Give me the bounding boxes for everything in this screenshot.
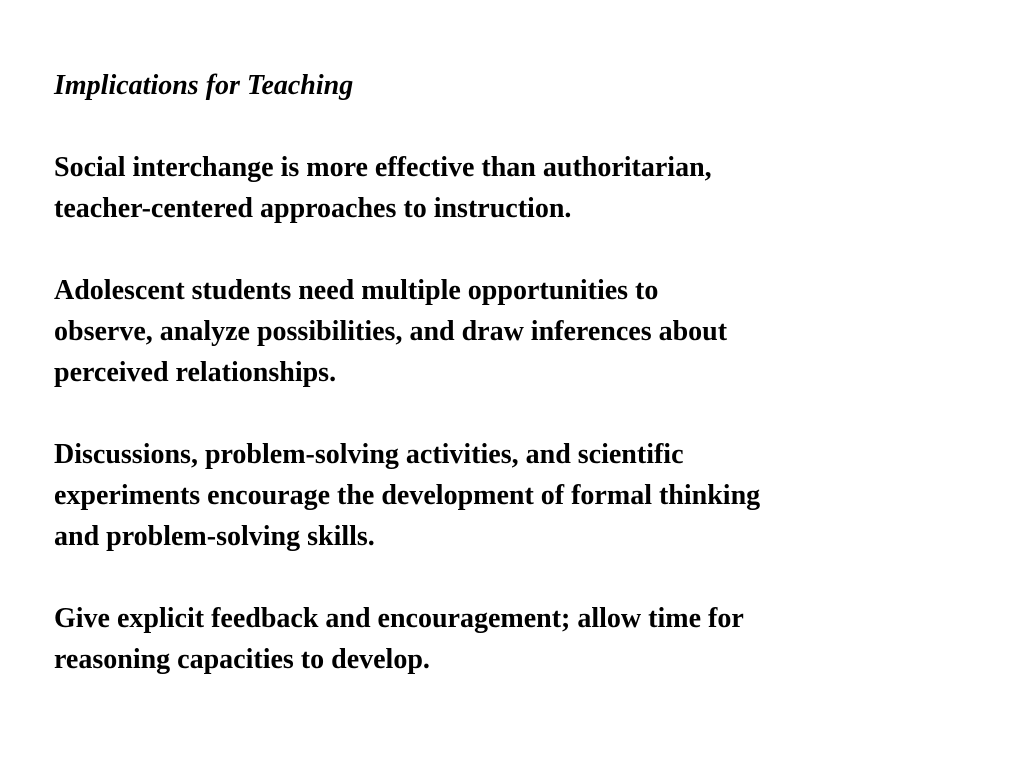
paragraph-line: Social interchange is more effective than authoritarian, [54, 152, 712, 183]
paragraph-social-interchange [54, 147, 984, 229]
paragraph-line: perceived relationships. [54, 357, 337, 388]
paragraph-line: observe, analyze possibilities, and draw inferences about [54, 316, 728, 347]
paragraph-discussions [54, 434, 984, 557]
paragraph-line: and problem-solving skills. [54, 521, 375, 552]
paragraph-line: teacher-centered approaches to instruction. [54, 193, 572, 224]
slide-title: Implications for Teaching [54, 70, 354, 101]
paragraph-adolescent-students [54, 270, 984, 393]
paragraph-line: Adolescent students need multiple opportunities to [54, 275, 659, 306]
paragraph-feedback [54, 598, 984, 680]
paragraph-line: experiments encourage the development of formal thinking [54, 480, 761, 511]
paragraph-line: Discussions, problem-solving activities, and scientific [54, 439, 684, 470]
paragraph-line: reasoning capacities to develop. [54, 644, 430, 675]
paragraph-line: Give explicit feedback and encouragement; allow time for [54, 603, 744, 634]
